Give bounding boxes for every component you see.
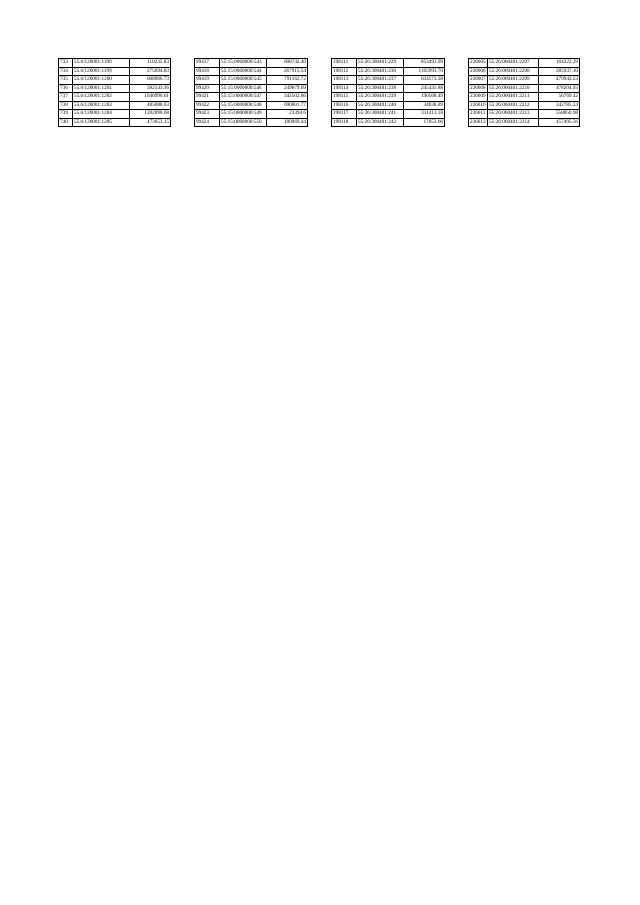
value-cell: 608742.40 xyxy=(267,59,308,68)
value-cell: 478204.93 xyxy=(539,84,580,93)
value-cell: 342502.86 xyxy=(267,93,308,102)
row-number-cell: 198116 xyxy=(332,101,357,110)
table-row xyxy=(59,67,171,76)
table-row xyxy=(332,101,445,110)
cadastral-number-cell: 55:26:060401:2209 xyxy=(488,76,539,85)
value-cell: 1165993.70 xyxy=(404,67,445,76)
row-number-cell: 99418 xyxy=(195,67,220,76)
table-row xyxy=(59,101,171,110)
cadastral-number-cell: 55:26:060401:2211 xyxy=(488,93,539,102)
row-number-cell: 198112 xyxy=(332,67,357,76)
row-number-cell: 198117 xyxy=(332,110,357,119)
value-cell: 245435.88 xyxy=(404,84,445,93)
cadastral-number-cell: 55:26:300401:242 xyxy=(357,118,404,127)
table-row xyxy=(195,118,308,127)
cadastral-number-cell: 55:26:060401:2210 xyxy=(488,84,539,93)
value-cell: 285937.10 xyxy=(539,67,580,76)
table-row xyxy=(469,101,580,110)
cadastral-number-cell: 55:26:060401:2207 xyxy=(488,59,539,68)
cadastral-number-cell: 55:15:0000000:546 xyxy=(220,84,267,93)
value-cell: 479943.53 xyxy=(539,76,580,85)
value-cell: 690001.77 xyxy=(267,101,308,110)
cadastral-number-cell: 55.6/120001:1201 xyxy=(73,84,130,93)
row-number-cell: 99424 xyxy=(195,118,220,127)
row-number-cell: 236606 xyxy=(469,67,488,76)
row-number-cell: 736 xyxy=(59,84,73,93)
table-row xyxy=(469,59,580,68)
value-cell: 56769.42 xyxy=(539,93,580,102)
row-number-cell: 99417 xyxy=(195,59,220,68)
table-row xyxy=(195,67,308,76)
value-cell: 485088.63 xyxy=(130,101,171,110)
row-number-cell: 198111 xyxy=(332,59,357,68)
row-number-cell: 740 xyxy=(59,118,73,127)
table-row xyxy=(332,110,445,119)
row-number-cell: 236609 xyxy=(469,93,488,102)
value-cell: 342785.24 xyxy=(539,101,580,110)
cadastral-number-cell: 55:26:060401:2213 xyxy=(488,110,539,119)
row-number-cell: 733 xyxy=(59,59,73,68)
data-table-center-right xyxy=(331,58,445,127)
table-row xyxy=(469,110,580,119)
value-cell: 473653.15 xyxy=(130,118,171,127)
cadastral-number-cell: 55:15:0000000:545 xyxy=(220,76,267,85)
cadastral-number-cell: 55.6/120001:1199 xyxy=(73,67,130,76)
data-table-right xyxy=(468,58,580,127)
value-cell: 608966.73 xyxy=(130,76,171,85)
table-row xyxy=(332,84,445,93)
cadastral-number-cell: 55:15:0000000:548 xyxy=(220,101,267,110)
cadastral-number-cell: 55:15:0000000:544 xyxy=(220,67,267,76)
row-number-cell: 198114 xyxy=(332,84,357,93)
value-cell: 853493.99 xyxy=(404,59,445,68)
value-cell: 275694.83 xyxy=(130,67,171,76)
cadastral-number-cell: 55:26:300401:239 xyxy=(357,93,404,102)
row-number-cell: 236612 xyxy=(469,118,488,127)
table-row xyxy=(195,101,308,110)
row-number-cell: 734 xyxy=(59,67,73,76)
cadastral-number-cell: 55:15:0000000:543 xyxy=(220,59,267,68)
row-number-cell: 198118 xyxy=(332,118,357,127)
document-page xyxy=(58,58,580,127)
cadastral-number-cell: 55.6/120001:1202 xyxy=(73,93,130,102)
table-row xyxy=(59,118,171,127)
value-cell: 190568.49 xyxy=(404,93,445,102)
table-row xyxy=(195,93,308,102)
table-row xyxy=(195,110,308,119)
row-number-cell: 738 xyxy=(59,101,73,110)
row-number-cell: 737 xyxy=(59,93,73,102)
value-cell: 180969.44 xyxy=(267,118,308,127)
row-number-cell: 99423 xyxy=(195,110,220,119)
table-row xyxy=(469,76,580,85)
cadastral-number-cell: 55:15:0000000:549 xyxy=(220,110,267,119)
cadastral-number-cell: 55:26:300401:240 xyxy=(357,101,404,110)
cadastral-number-cell: 55.6/120001:1203 xyxy=(73,101,130,110)
row-number-cell: 739 xyxy=(59,110,73,119)
cadastral-number-cell: 55:26:300401:230 xyxy=(357,67,404,76)
value-cell: 249879.69 xyxy=(267,84,308,93)
value-cell: 311413.18 xyxy=(404,110,445,119)
cadastral-number-cell: 55:26:060401:2214 xyxy=(488,118,539,127)
data-table-center-left xyxy=(194,58,308,127)
value-cell: 23394.6 xyxy=(267,110,308,119)
row-number-cell: 99421 xyxy=(195,93,220,102)
data-table-left xyxy=(58,58,171,127)
cadastral-number-cell: 55:26:300401:237 xyxy=(357,76,404,85)
value-cell: 558850.98 xyxy=(539,110,580,119)
value-cell: 110235.83 xyxy=(130,59,171,68)
row-number-cell: 99422 xyxy=(195,101,220,110)
table-row xyxy=(332,59,445,68)
table-row xyxy=(469,84,580,93)
value-cell: 164222.29 xyxy=(539,59,580,68)
cadastral-number-cell: 55.6/120001:1205 xyxy=(73,118,130,127)
value-cell: 17653.66 xyxy=(404,118,445,127)
cadastral-number-cell: 55:26:060401:2212 xyxy=(488,101,539,110)
table-row xyxy=(59,110,171,119)
table-grid xyxy=(58,58,580,127)
value-cell: 457495.56 xyxy=(539,118,580,127)
cadastral-number-cell: 55:26:300401:229 xyxy=(357,59,404,68)
row-number-cell: 198113 xyxy=(332,76,357,85)
table-row xyxy=(59,76,171,85)
value-cell: 791162.72 xyxy=(267,76,308,85)
table-row xyxy=(332,76,445,85)
value-cell: 582543.36 xyxy=(130,84,171,93)
value-cell: 1202098.68 xyxy=(130,110,171,119)
row-number-cell: 99419 xyxy=(195,76,220,85)
row-number-cell: 236607 xyxy=(469,76,488,85)
row-number-cell: 236605 xyxy=(469,59,488,68)
cadastral-number-cell: 55:26:300401:238 xyxy=(357,84,404,93)
row-number-cell: 236611 xyxy=(469,110,488,119)
table-row xyxy=(332,118,445,127)
table-row xyxy=(332,67,445,76)
row-number-cell: 236610 xyxy=(469,101,488,110)
value-cell: 267915.54 xyxy=(267,67,308,76)
cadastral-number-cell: 55.6/120001:1200 xyxy=(73,76,130,85)
table-row xyxy=(469,118,580,127)
row-number-cell: 735 xyxy=(59,76,73,85)
cadastral-number-cell: 55:26:060401:2208 xyxy=(488,67,539,76)
table-row xyxy=(332,93,445,102)
table-row xyxy=(59,84,171,93)
table-row xyxy=(195,76,308,85)
row-number-cell: 198115 xyxy=(332,93,357,102)
table-row xyxy=(195,59,308,68)
table-row xyxy=(469,67,580,76)
table-row xyxy=(469,93,580,102)
cadastral-number-cell: 55:26:300401:241 xyxy=(357,110,404,119)
cadastral-number-cell: 55:15:0000000:547 xyxy=(220,93,267,102)
cadastral-number-cell: 55.6/120001:1198 xyxy=(73,59,130,68)
table-row xyxy=(195,84,308,93)
value-cell: 634573.38 xyxy=(404,76,445,85)
table-row xyxy=(59,93,171,102)
row-number-cell: 236608 xyxy=(469,84,488,93)
cadastral-number-cell: 55.6/120001:1204 xyxy=(73,110,130,119)
cadastral-number-cell: 55:15:0000000:550 xyxy=(220,118,267,127)
value-cell: 1040996.61 xyxy=(130,93,171,102)
table-row xyxy=(59,59,171,68)
row-number-cell: 99420 xyxy=(195,84,220,93)
value-cell: 34038.89 xyxy=(404,101,445,110)
